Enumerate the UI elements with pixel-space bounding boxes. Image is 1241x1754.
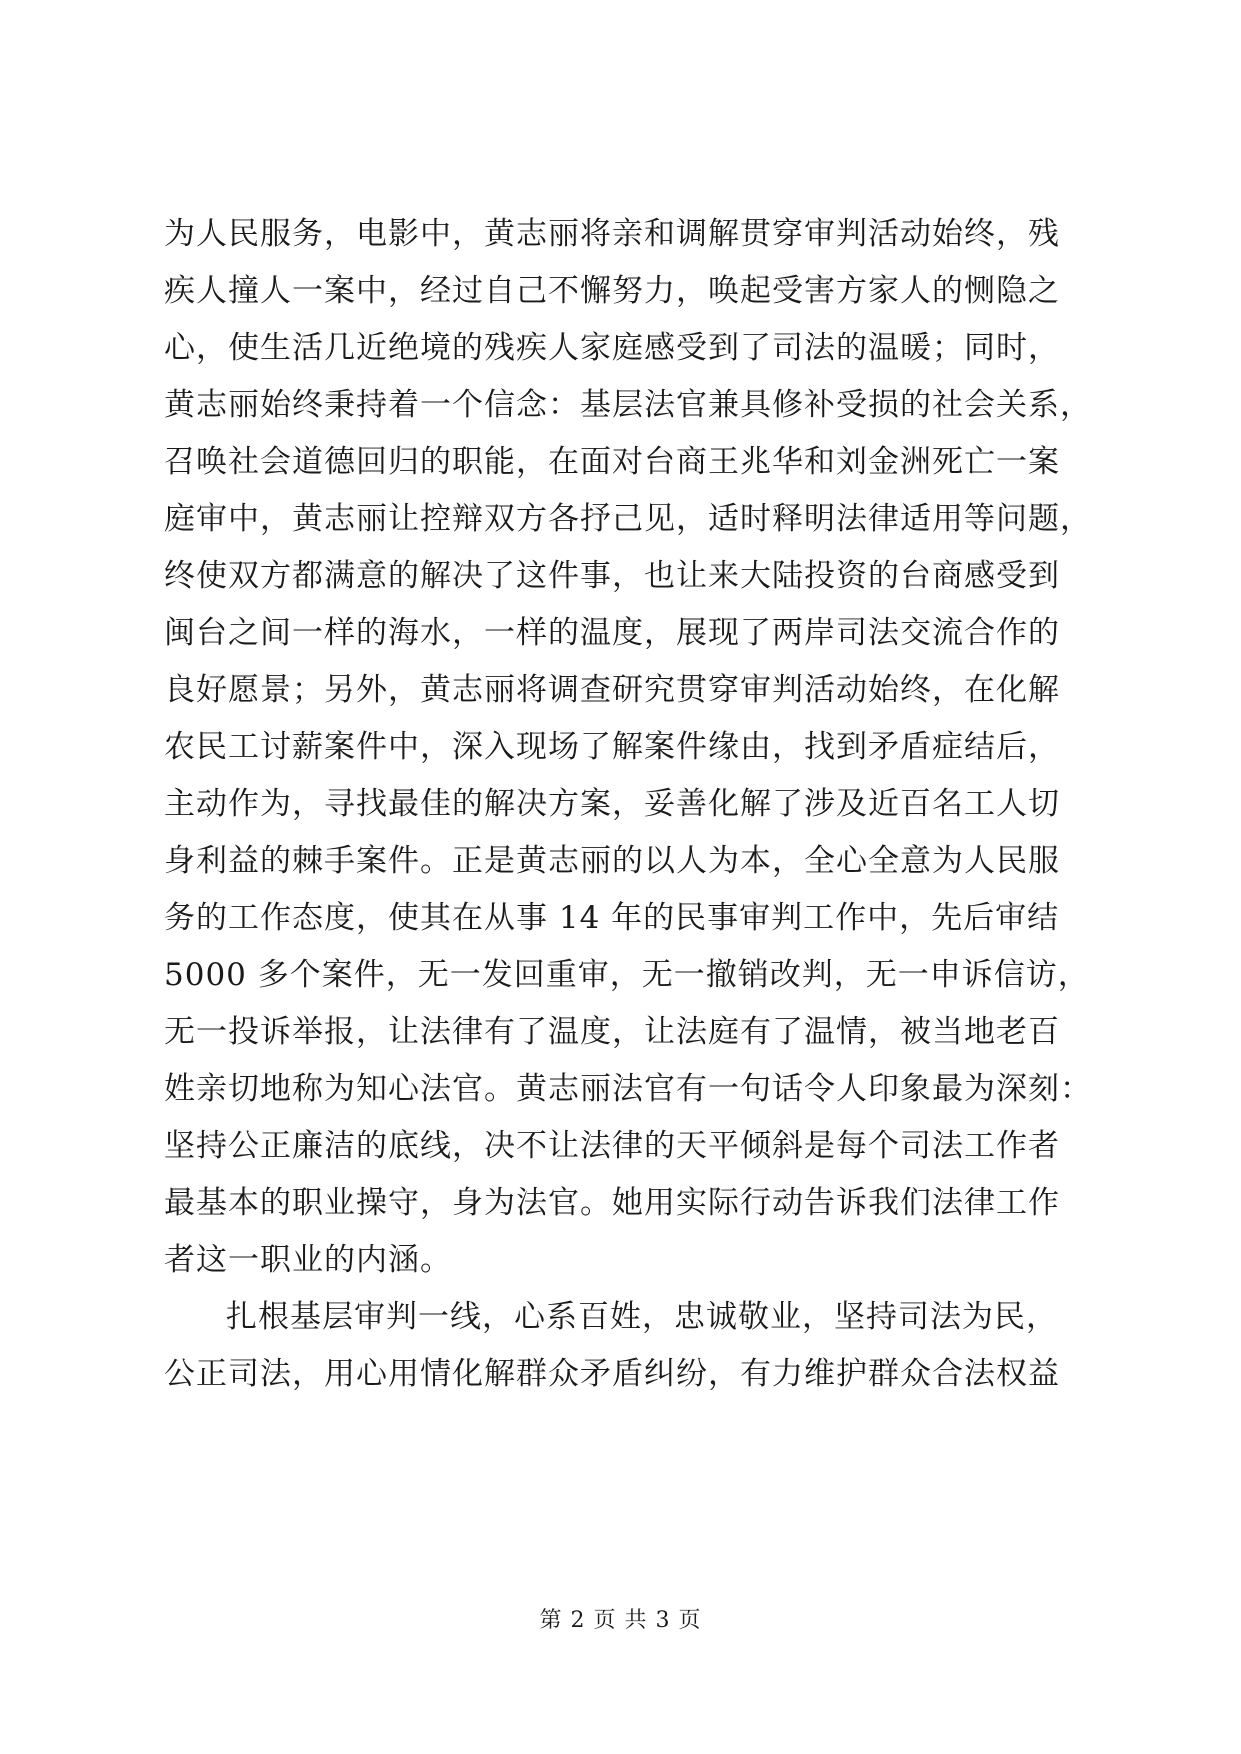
text-line: 姓亲切地称为知心法官。黄志丽法官有一句话令人印象最为深刻： [164,1071,1092,1107]
text-line: 良好愿景；另外，黄志丽将调查研究贯穿审判活动始终，在化解 [164,672,1060,708]
text-line: 疾人撞人一案中，经过自己不懈努力，唤起受害方家人的恻隐之 [164,273,1060,309]
text-line: 农民工讨薪案件中，深入现场了解案件缘由，找到矛盾症结后， [164,729,1060,765]
text-line: 无一投诉举报，让法律有了温度，让法庭有了温情，被当地老百 [164,1014,1060,1050]
text-line: 终使双方都满意的解决了这件事，也让来大陆投资的台商感受到 [164,558,1060,594]
text-line: 者这一职业的内涵。 [164,1242,452,1278]
text-line: 庭审中，黄志丽让控辩双方各抒己见，适时释明法律适用等问题， [164,501,1092,537]
text-line: 务的工作态度，使其在从事 14 年的民事审判工作中，先后审结 [164,900,1060,936]
text-line: 心，使生活几近绝境的残疾人家庭感受到了司法的温暖；同时， [164,330,1060,366]
text-line: 主动作为，寻找最佳的解决方案，妥善化解了涉及近百名工人切 [164,786,1060,822]
text-line: 闽台之间一样的海水，一样的温度，展现了两岸司法交流合作的 [164,615,1060,651]
text-line: 身利益的棘手案件。正是黄志丽的以人为本，全心全意为人民服 [164,843,1060,879]
text-line: 公正司法，用心用情化解群众矛盾纠纷，有力维护群众合法权益 [164,1356,1060,1392]
text-line: 5000 多个案件，无一发回重审，无一撤销改判，无一申诉信访， [164,957,1090,993]
page-footer: 第 2 页 共 3 页 [539,1608,702,1633]
text-line: 最基本的职业操守，身为法官。她用实际行动告诉我们法律工作 [164,1185,1060,1221]
text-line: 黄志丽始终秉持着一个信念：基层法官兼具修补受损的社会关系， [164,387,1092,423]
paragraph-start-line: 扎根基层审判一线，心系百姓，忠诚敬业，坚持司法为民， [226,1299,1058,1335]
text-line: 坚持公正廉洁的底线，决不让法律的天平倾斜是每个司法工作者 [164,1128,1060,1164]
text-line: 为人民服务，电影中，黄志丽将亲和调解贯穿审判活动始终，残 [164,216,1060,252]
text-line: 召唤社会道德回归的职能，在面对台商王兆华和刘金洲死亡一案 [164,444,1060,480]
